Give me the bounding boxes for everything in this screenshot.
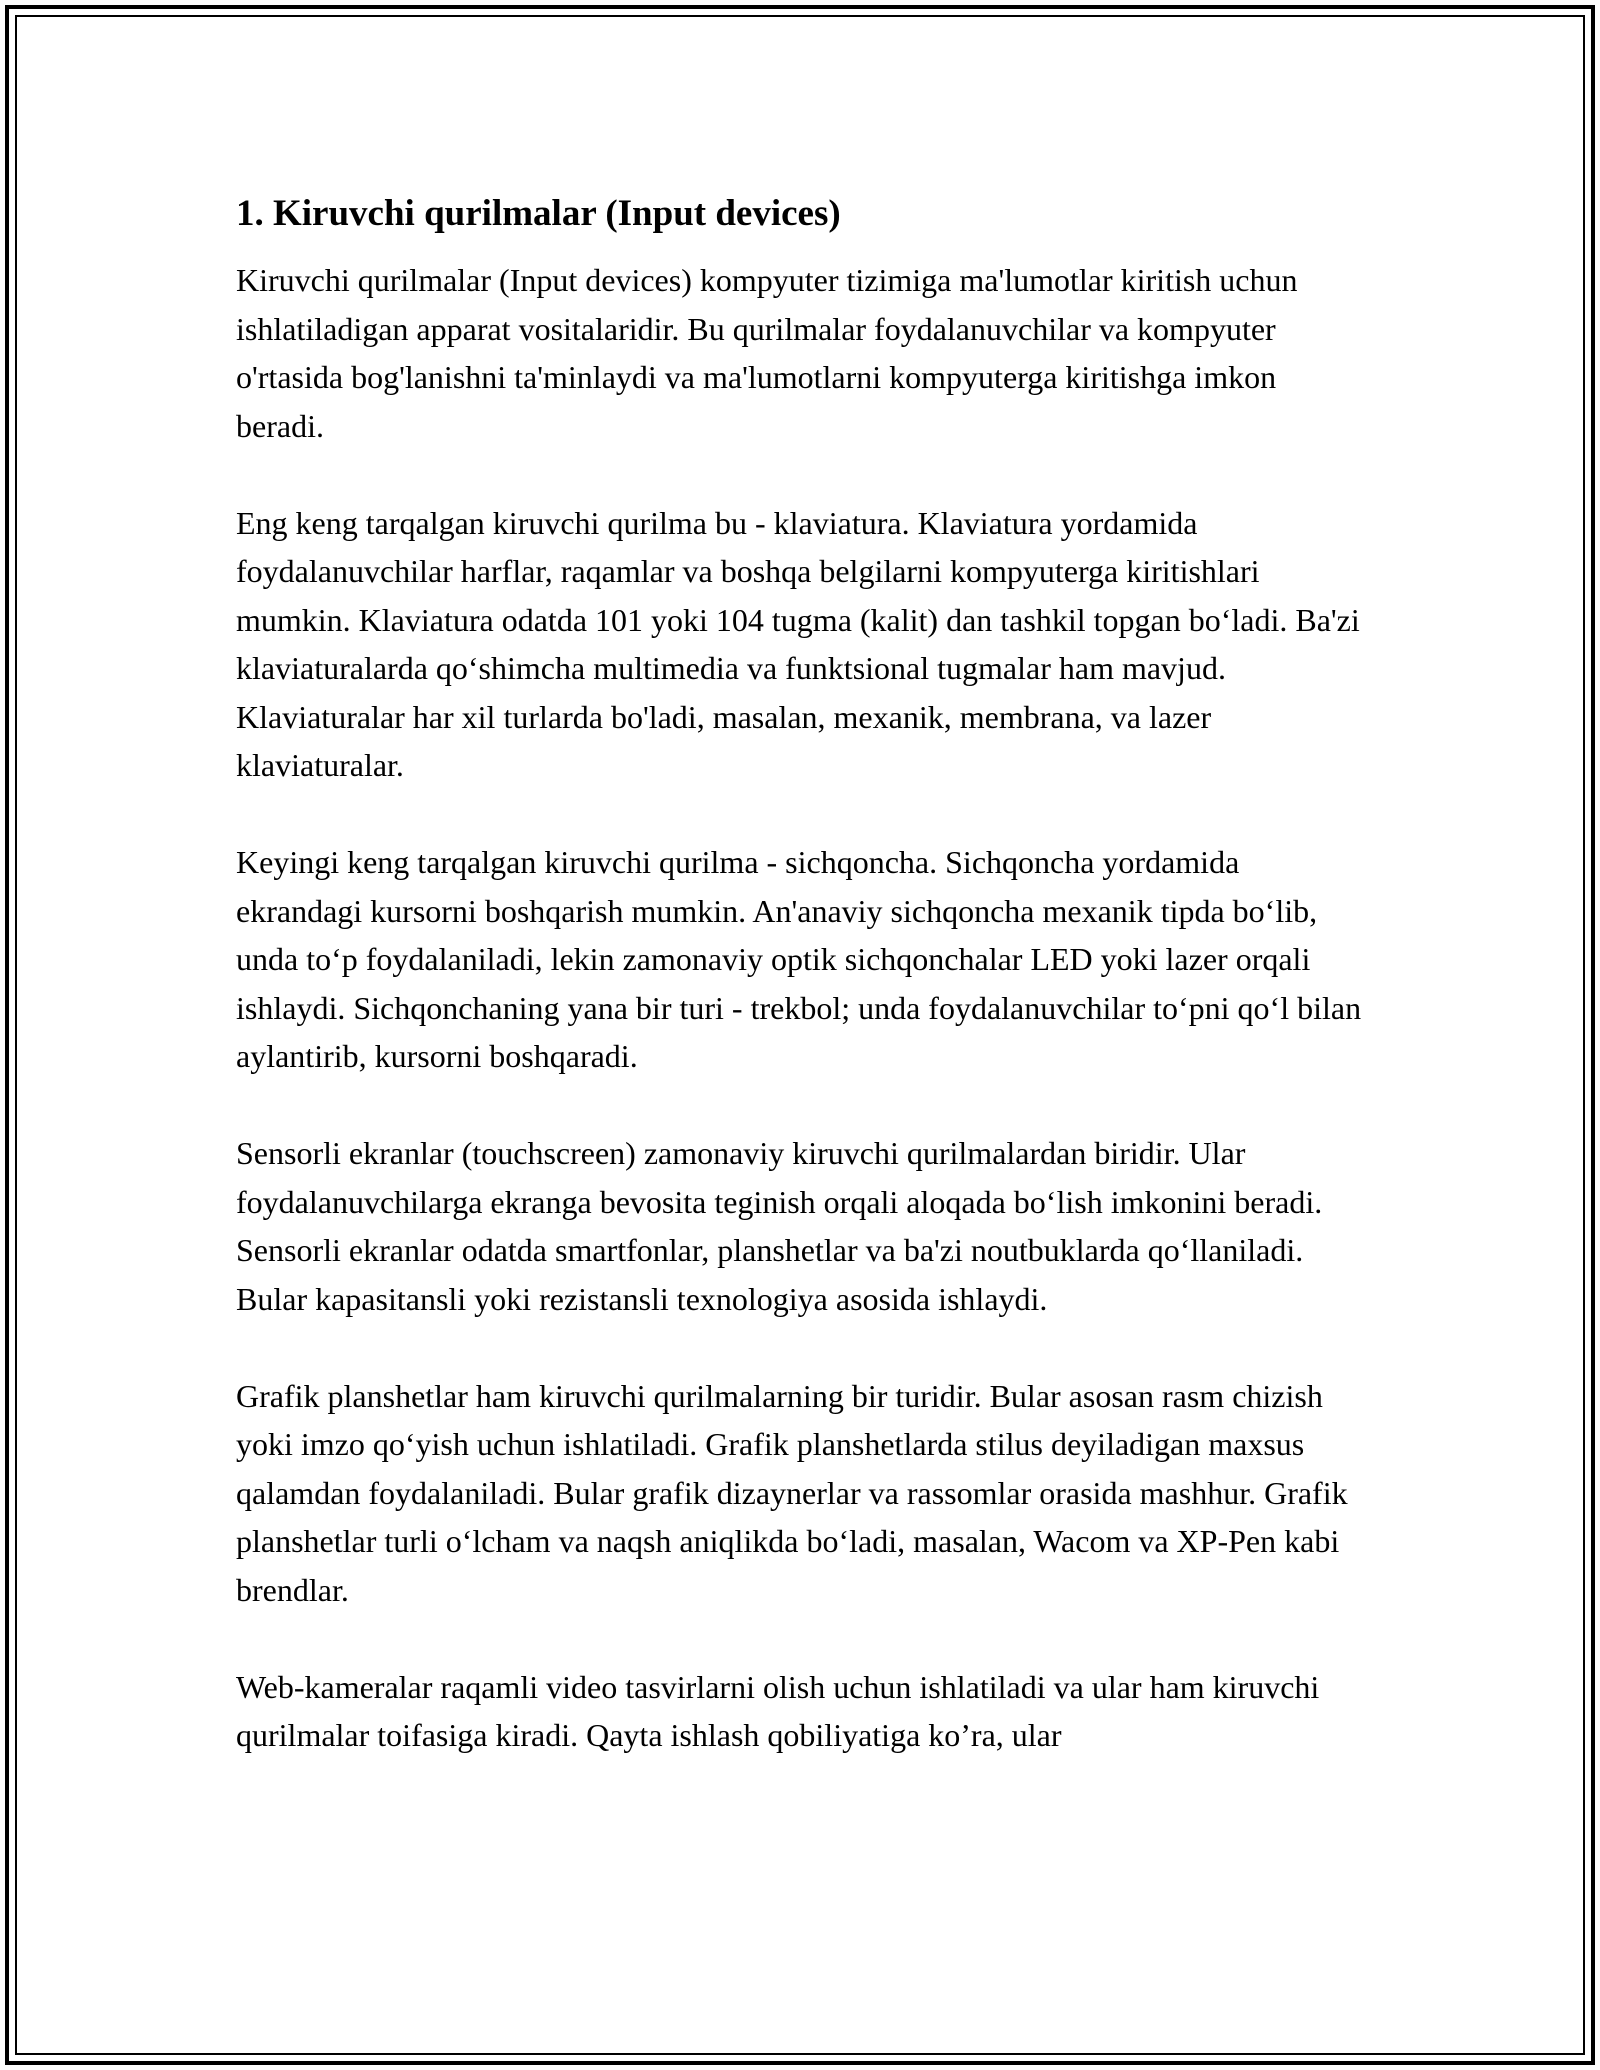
paragraph-webcam: Web-kameralar raqamli video tasvirlarni olish uchun ishlatiladi va ular ham kiruvchi qurilmalar toifasiga kiradi. Qayta ishlash qobiliyatiga ko’ra, ular bbox=[236, 1668, 1320, 1753]
paragraph-intro: Kiruvchi qurilmalar (Input devices) kompyuter tizimiga ma'lumotlar kiritish uchun ishlatiladigan apparat vositalaridir. Bu qurilmalar foydalanuvchilar va kompyuter o'rtasida bog'lanishni ta'minlaydi va ma'lumotlarni kompyuterga kiritishga imkon beradi. bbox=[236, 262, 1298, 444]
paragraph-graphic-tablet: Grafik planshetlar ham kiruvchi qurilmalarning bir turidir. Bular asosan rasm chizish yoki imzo qo‘yish uchun ishlatiladi. Grafik planshetlarda stilus deyiladigan maxsus qalamdan foydalaniladi. Bular grafik dizaynerlar va rassomlar orasida mashhur. Grafik planshetlar turli o‘lcham va naqsh aniqlikda bo‘ladi, masalan, Wacom va XP-Pen kabi brendlar. bbox=[236, 1377, 1348, 1608]
paragraph-touchscreen: Sensorli ekranlar (touchscreen) zamonaviy kiruvchi qurilmalardan biridir. Ular foydalanuvchilarga ekranga bevosita teginish orqali aloqada bo‘lish imkonini beradi. Sensorli ekranlar odatda smartfonlar, planshetlar va ba'zi noutbuklarda qo‘llaniladi. Bular kapasitansli yoki rezistansli texnologiya asosida ishlaydi. bbox=[236, 1135, 1323, 1317]
paragraph-keyboard: Eng keng tarqalgan kiruvchi qurilma bu - klaviatura. Klaviatura yordamida foydalanuvchilar harflar, raqamlar va boshqa belgilarni kompyuterga kiritishlari mumkin. Klaviatura odatda 101 yoki 104 tugma (kalit) dan tashkil topgan bo‘ladi. Ba'zi klaviaturalarda qo‘shimcha multimedia va funktsional tugmalar ham mavjud. Klaviaturalar har xil turlarda bo'ladi, masalan, mexanik, membrana, va lazer klaviaturalar. bbox=[236, 504, 1360, 783]
paragraph-mouse: Keyingi keng tarqalgan kiruvchi qurilma - sichqoncha. Sichqoncha yordamida ekrandagi kursorni boshqarish mumkin. An'anaviy sichqoncha mexanik tipda bo‘lib, unda to‘p foydalaniladi, lekin zamonaviy optik sichqonchalar LED yoki lazer orqali ishlaydi. Sichqonchaning yana bir turi - trekbol; unda foydalanuvchilar to‘pni qo‘l bilan aylantirib, kursorni boshqaradi. bbox=[236, 844, 1362, 1074]
section-heading: 1. Kiruvchi qurilmalar (Input devices) bbox=[236, 193, 841, 234]
document-body bbox=[236, 186, 1366, 1808]
